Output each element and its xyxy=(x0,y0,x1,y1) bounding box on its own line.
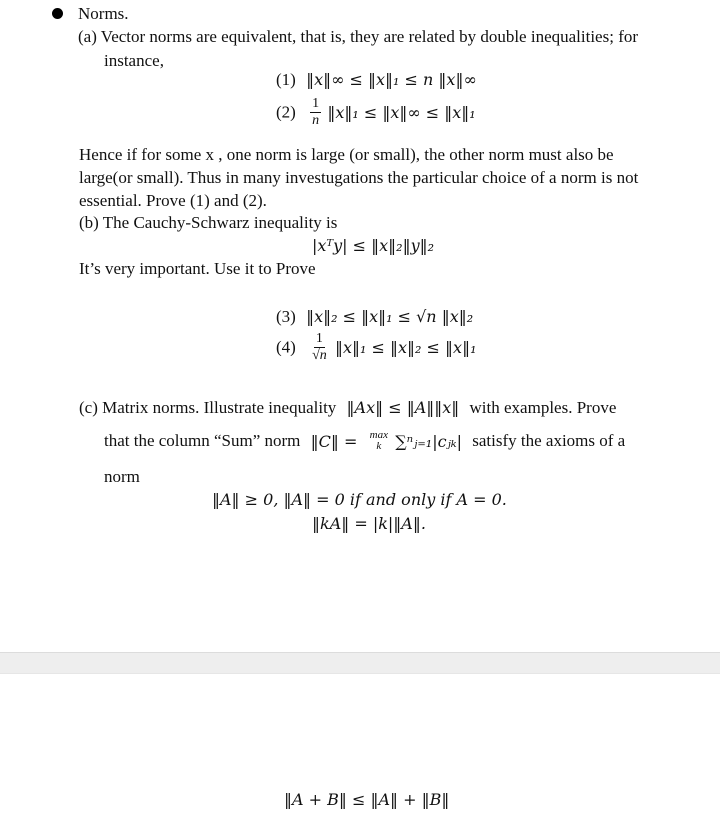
heading: Norms. xyxy=(78,4,129,23)
eq2-fraction xyxy=(310,97,321,128)
eq4-math: ‖x‖₁ ≤ ‖x‖₂ ≤ ‖x‖₁ xyxy=(335,338,477,357)
eq2-label: (2) xyxy=(276,102,296,122)
max-operator xyxy=(370,430,388,452)
part-c-line2-text: that the column “Sum” norm xyxy=(104,431,301,451)
part-b-intro: (b) The Cauchy-Schwarz inequality is xyxy=(79,213,338,232)
eq4-label: (4) xyxy=(276,337,296,357)
column-sum-norm: ‖C‖ = xyxy=(310,431,358,451)
eq3-label: (3) xyxy=(276,307,296,326)
cauchy-schwarz-inequality: |xᵀy| ≤ ‖x‖₂‖y‖₂ xyxy=(312,236,435,255)
equation-1 xyxy=(276,70,477,90)
part-c-line2 xyxy=(104,430,625,452)
part-c-line1-text: (c) Matrix norms. Illustrate inequality xyxy=(79,398,337,417)
norm-word: norm xyxy=(104,467,140,486)
page-separator xyxy=(0,652,720,674)
eq2-numerator: 1 xyxy=(312,96,320,111)
part-a-intro-line1: (a) Vector norms are equivalent, that is, they are related by double inequalities; for xyxy=(78,27,639,46)
eq2-math: ‖x‖₁ ≤ ‖x‖∞ ≤ ‖x‖₁ xyxy=(327,103,476,122)
part-a-intro-line2: instance, xyxy=(104,51,164,70)
axiom-1: ‖A‖ ≥ 0, ‖A‖ = 0 if and only if A = 0. xyxy=(212,490,507,509)
eq1-label: (1) xyxy=(276,70,296,89)
axiom-2: ‖kA‖ = |k|‖A‖. xyxy=(312,514,426,533)
eq4-denominator: √n xyxy=(312,348,327,363)
max-top: max xyxy=(369,429,388,442)
part-a-text-line1: Hence if for some x , one norm is large (or small), the other norm must also be xyxy=(79,145,614,164)
eq3-math: ‖x‖₂ ≤ ‖x‖₁ ≤ √n ‖x‖₂ xyxy=(306,307,474,326)
eq2-denominator: n xyxy=(312,113,320,128)
eq4-fraction xyxy=(310,332,329,363)
equation-2 xyxy=(276,97,476,128)
part-c-line2-end: satisfy the axioms of a xyxy=(472,431,626,451)
equation-3 xyxy=(276,307,473,327)
part-b-text: It’s very important. Use it to Prove xyxy=(79,259,316,278)
equation-4 xyxy=(276,332,476,363)
column-sum-expression: ∑ⁿⱼ₌₁|cⱼₖ| xyxy=(395,431,463,451)
part-c-line1-end: with examples. Prove xyxy=(469,398,617,417)
matrix-norm-inequality: ‖Ax‖ ≤ ‖A‖‖x‖ xyxy=(346,398,460,417)
part-a-text-line2: large(or small). Thus in many investugations the particular choice of a norm is not xyxy=(79,168,639,187)
eq1-math: ‖x‖∞ ≤ ‖x‖₁ ≤ n ‖x‖∞ xyxy=(306,70,477,89)
eq4-numerator: 1 xyxy=(315,331,323,346)
axiom-3: ‖A + B‖ ≤ ‖A‖ + ‖B‖ xyxy=(284,790,450,809)
bullet-icon xyxy=(52,8,63,19)
max-bottom: k xyxy=(376,440,382,453)
part-c-line1 xyxy=(79,398,616,418)
part-a-text-line3: essential. Prove (1) and (2). xyxy=(79,191,267,210)
